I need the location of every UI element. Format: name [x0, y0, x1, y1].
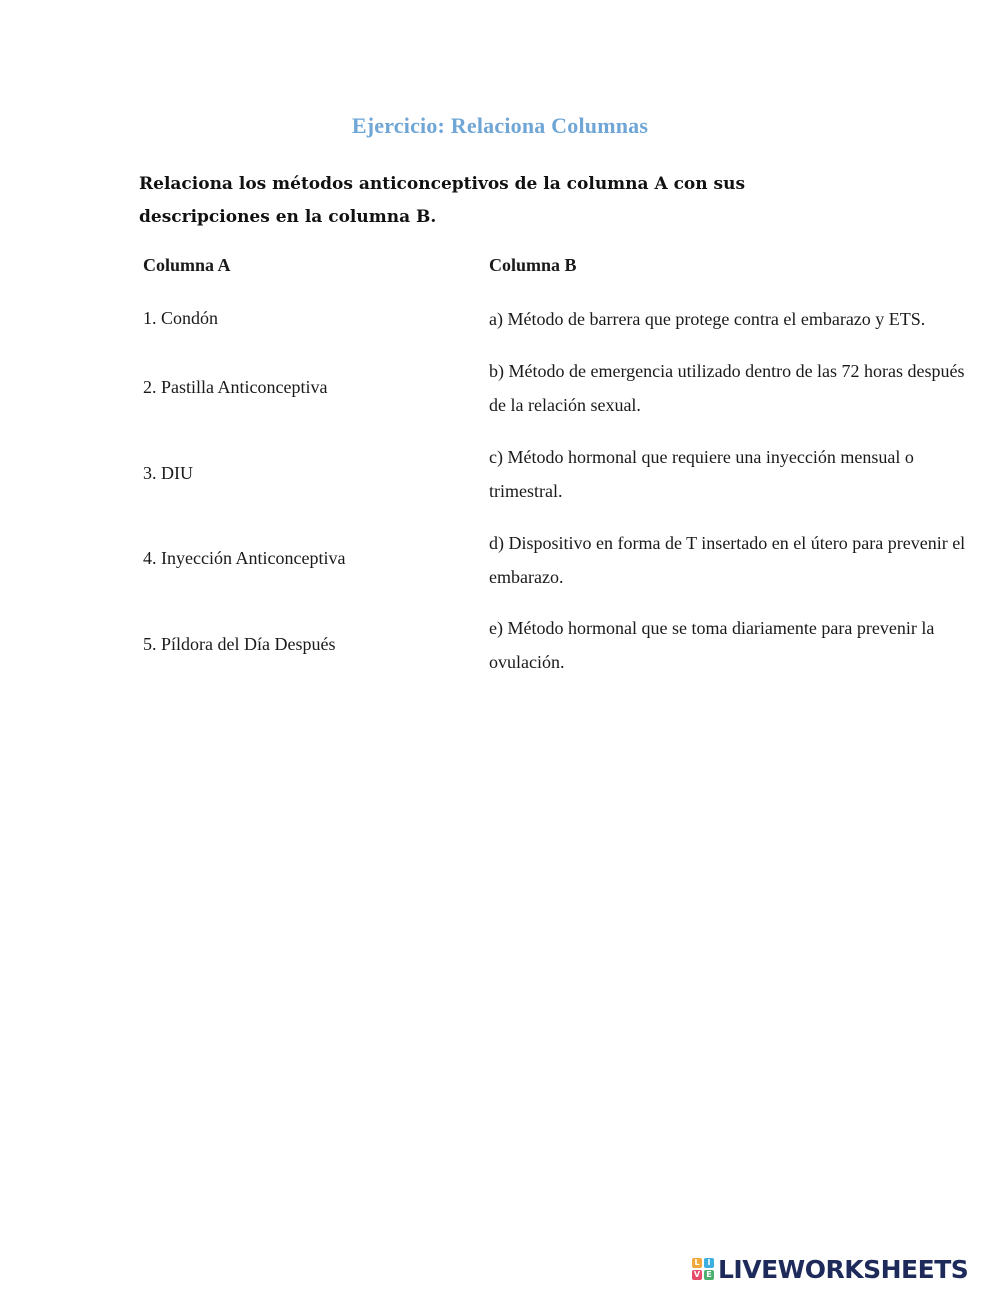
liveworksheets-logo-icon: [692, 1258, 714, 1280]
logo-tile-i: I: [704, 1258, 714, 1268]
liveworksheets-logo[interactable]: [692, 1253, 968, 1285]
column-b-item-b: b) Método de emergencia utilizado dentro de las 72 horas después de la relación sexual.: [489, 361, 965, 415]
column-b-item-a: a) Método de barrera que protege contra el embarazo y ETS.: [489, 309, 926, 329]
column-a-item-5: 5. Píldora del Día Después: [143, 634, 336, 654]
column-a-header: Columna A: [143, 255, 231, 275]
instruction-text: Relaciona los métodos anticonceptivos de la columna A con sus descripciones en la columna B.: [139, 174, 746, 227]
logo-tile-v: V: [693, 1270, 701, 1279]
logo-tile-e: E: [704, 1270, 714, 1280]
column-a-item-4: 4. Inyección Anticonceptiva: [143, 548, 346, 568]
column-b-item-e: e) Método hormonal que se toma diariamente para prevenir la ovulación.: [489, 618, 935, 672]
logo-tile-l: L: [692, 1258, 702, 1268]
column-b-header: Columna B: [489, 255, 577, 275]
page-title: Ejercicio: Relaciona Columnas: [351, 113, 649, 138]
column-b-item-c: c) Método hormonal que requiere una inyección mensual o trimestral.: [489, 447, 914, 501]
liveworksheets-logo-text: LIVEWORKSHEETS: [718, 1254, 969, 1284]
column-b-item-d: d) Dispositivo en forma de T insertado en el útero para prevenir el embarazo.: [489, 533, 966, 587]
column-a-item-1: 1. Condón: [143, 308, 219, 328]
column-a-item-2: 2. Pastilla Anticonceptiva: [143, 377, 328, 397]
column-a-item-3: 3. DIU: [143, 463, 193, 483]
